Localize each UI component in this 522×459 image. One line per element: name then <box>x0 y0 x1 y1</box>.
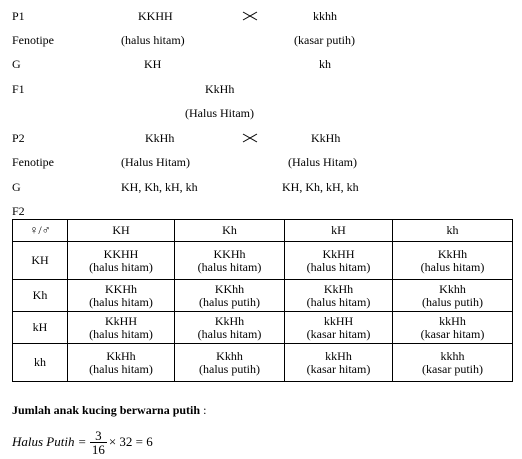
p2-label: P2 <box>12 131 25 145</box>
punnett-row-header: kh <box>13 344 68 382</box>
cell-genotype: KKHH <box>103 246 139 261</box>
punnett-cell <box>175 280 285 312</box>
cell-phenotype: (halus hitam) <box>89 294 153 309</box>
f2-label: F2 <box>12 204 25 218</box>
punnett-cell <box>393 242 513 280</box>
cross-icon <box>242 11 258 21</box>
formula-label: Halus Putih <box>12 434 75 449</box>
formula-fraction <box>90 429 107 456</box>
punnett-row-header: Kh <box>13 280 68 312</box>
p1-gamete-left: KH <box>144 57 162 71</box>
p1-fenotipe-right: (kasar putih) <box>294 33 355 47</box>
cell-phenotype: (halus hitam) <box>89 326 153 341</box>
cell-genotype: KKHh <box>213 246 246 261</box>
punnett-row <box>13 242 513 280</box>
p2-right-genotype: KkHh <box>311 131 341 145</box>
cell-phenotype: (halus hitam) <box>197 259 262 274</box>
cell-genotype: kkHh <box>325 348 352 363</box>
punnett-row <box>13 344 513 382</box>
summary-heading: Jumlah anak kucing berwarna putih <box>12 403 201 417</box>
formula-equals: = <box>78 434 86 449</box>
cell-phenotype: (halus putih) <box>422 294 483 309</box>
cell-genotype: KkHH <box>322 246 355 261</box>
cell-phenotype: (halus hitam) <box>306 294 371 309</box>
cell-phenotype: (halus putih) <box>199 294 260 309</box>
cell-genotype: KKhh <box>214 281 245 296</box>
punnett-corner-cell: ♀/♂ <box>13 220 68 242</box>
fraction-denominator: 16 <box>91 441 105 457</box>
cell-phenotype: (halus hitam) <box>306 259 371 274</box>
punnett-header-row <box>13 220 513 242</box>
punnett-col-header: kh <box>393 220 513 242</box>
p1-fenotipe-left: (halus hitam) <box>121 33 185 47</box>
summary-heading-line <box>12 403 206 417</box>
summary-formula <box>12 425 153 459</box>
cell-genotype: KkHh <box>437 246 468 261</box>
cell-phenotype: (kasar hitam) <box>306 361 371 376</box>
punnett-cell <box>68 242 175 280</box>
cell-phenotype: (kasar putih) <box>422 361 483 376</box>
formula-result: × 32 = 6 <box>108 434 153 449</box>
cell-phenotype: (halus hitam) <box>89 259 153 274</box>
cell-genotype: KkHh <box>323 281 354 296</box>
p2-fenotipe-left: (Halus Hitam) <box>121 155 190 169</box>
cell-genotype: kkHh <box>439 313 466 328</box>
punnett-cell <box>285 344 393 382</box>
p2-fenotipe-right: (Halus Hitam) <box>288 155 357 169</box>
punnett-row <box>13 312 513 344</box>
punnett-cell <box>68 344 175 382</box>
f1-label: F1 <box>12 82 25 96</box>
cell-phenotype: (halus hitam) <box>197 326 262 341</box>
p2-gamete-left: KH, Kh, kH, kh <box>121 180 198 194</box>
f1-phenotype: (Halus Hitam) <box>185 106 254 120</box>
cell-phenotype: (halus hitam) <box>420 259 485 274</box>
punnett-col-header: KH <box>68 220 175 242</box>
cell-genotype: Kkhh <box>216 348 243 363</box>
p1-label: P1 <box>12 9 25 23</box>
cell-genotype: KkHh <box>214 313 245 328</box>
f1-genotype: KkHh <box>205 82 235 96</box>
cell-phenotype: (kasar hitam) <box>420 326 485 341</box>
p1-right-genotype: kkhh <box>313 9 337 23</box>
cell-genotype: kkhh <box>440 348 465 363</box>
cell-phenotype: (kasar hitam) <box>306 326 371 341</box>
cell-genotype: KkHh <box>106 348 136 363</box>
p1-gamete-label: G <box>12 57 21 71</box>
cell-genotype: KkHH <box>105 313 137 328</box>
punnett-col-header: kH <box>285 220 393 242</box>
cell-genotype: Kkhh <box>439 281 466 296</box>
summary-colon: : <box>200 403 207 417</box>
p2-fenotipe-label: Fenotipe <box>12 155 54 169</box>
punnett-cell <box>285 312 393 344</box>
p1-left-genotype: KKHH <box>138 9 173 23</box>
cell-genotype: KKHh <box>105 281 137 296</box>
p2-left-genotype: KkHh <box>145 131 175 145</box>
cell-phenotype: (halus hitam) <box>89 361 153 376</box>
punnett-row <box>13 280 513 312</box>
p1-fenotipe-label: Fenotipe <box>12 33 54 47</box>
fraction-numerator: 3 <box>90 429 107 443</box>
punnett-cell <box>393 312 513 344</box>
p2-gamete-right: KH, Kh, kH, kh <box>282 180 359 194</box>
punnett-cell <box>175 242 285 280</box>
punnett-cell <box>175 312 285 344</box>
p1-gamete-right: kh <box>319 57 331 71</box>
cell-genotype: kkHH <box>323 313 354 328</box>
punnett-row-header: KH <box>13 242 68 280</box>
punnett-cell <box>393 280 513 312</box>
punnett-row-header: kH <box>13 312 68 344</box>
punnett-cell <box>68 312 175 344</box>
punnett-cell <box>285 242 393 280</box>
punnett-col-header: Kh <box>175 220 285 242</box>
punnett-cell <box>68 280 175 312</box>
punnett-cell <box>175 344 285 382</box>
cell-phenotype: (halus putih) <box>199 361 260 376</box>
punnett-cell <box>285 280 393 312</box>
cross-icon <box>242 133 258 143</box>
p2-gamete-label: G <box>12 180 21 194</box>
punnett-square <box>12 219 513 382</box>
punnett-cell <box>393 344 513 382</box>
